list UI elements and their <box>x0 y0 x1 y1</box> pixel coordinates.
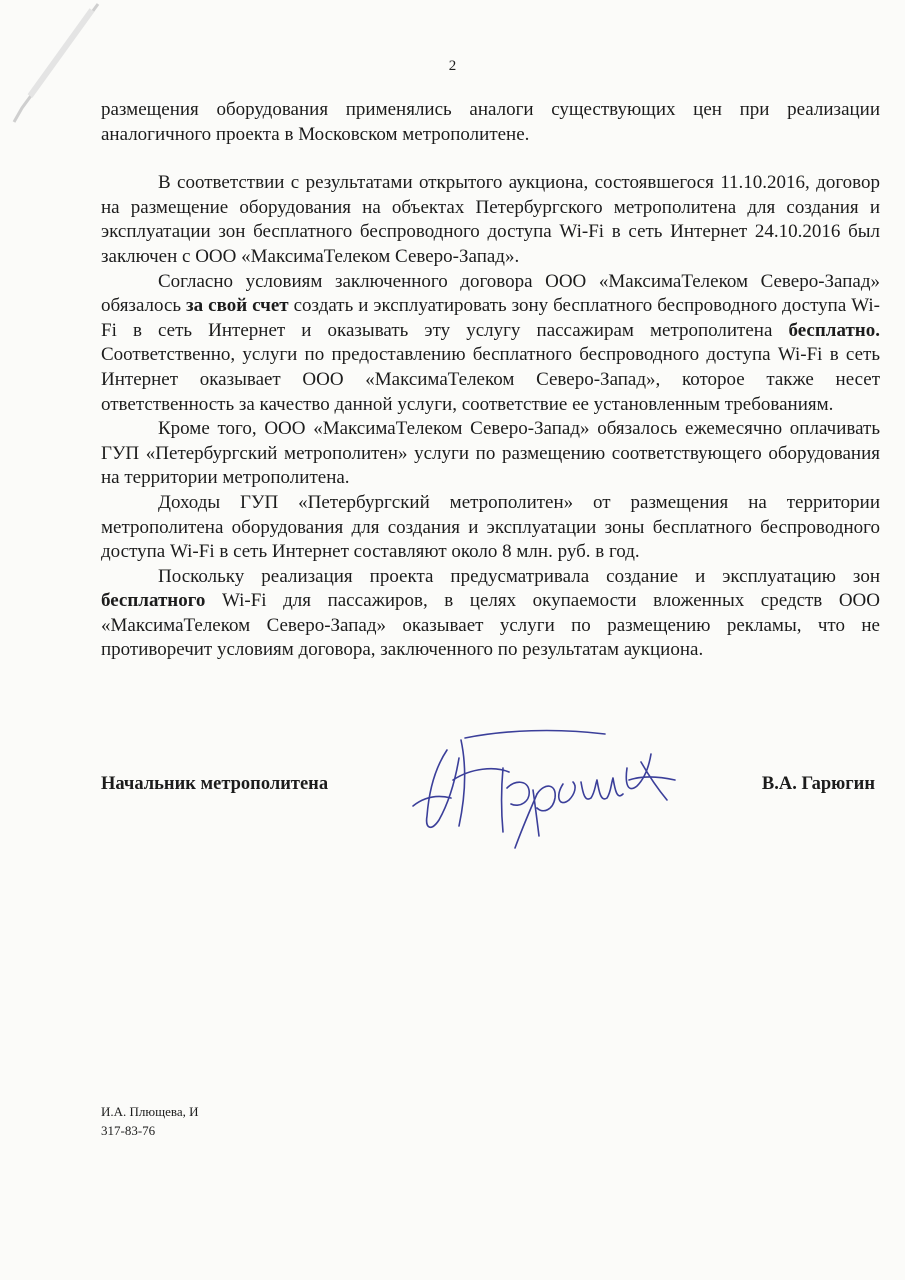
paragraph-text: размещения оборудования применялись аналоги существующих цен при реализации аналогичного проекта в Московском метрополитене. <box>101 99 880 145</box>
emphasis-text: за свой счет <box>186 295 289 317</box>
paragraph-text: Wi-Fi для пассажиров, в целях окупаемости вложенных средств ООО «МаксимаТелеком Северо-Запад» оказывает услуги по размещению рекламы, что не противоречит условиям договора, заключенного по результатам аукциона. <box>101 590 880 661</box>
paragraph <box>101 417 880 491</box>
executor-name: И.А. Плющева, И <box>101 1104 199 1119</box>
executor-phone: 317-83-76 <box>101 1123 156 1138</box>
paragraph <box>101 98 880 147</box>
paragraph <box>101 491 880 565</box>
handwritten-signature <box>405 728 695 878</box>
page-number: 2 <box>448 58 457 74</box>
paragraph <box>101 171 880 269</box>
signatory-name: В.А. Гарюгин <box>761 774 875 794</box>
paragraph <box>101 270 880 418</box>
paragraph-text: Кроме того, ООО «МаксимаТелеком Северо-Запад» обязалось ежемесячно оплачивать ГУП «Петербургский метрополитен» услуги по размещению соответствующего оборудования на территории метрополитена. <box>101 418 880 489</box>
paragraph-text: Соответственно, услуги по предоставлению бесплатного беспроводного доступа Wi-Fi в сеть Интернет оказывает ООО «МаксимаТелеком Северо-Запад», которое также несет ответственность за качество данной услуги, соответствие ее установленным требованиям. <box>101 344 880 415</box>
letter-body <box>101 98 880 663</box>
paragraph-text: В соответствии с результатами открытого аукциона, состоявшегося 11.10.2016, договор на размещение оборудования на объектах Петербургского метрополитена для создания и эксплуатации зон бесплатного беспроводного доступа Wi-Fi в сеть Интернет 24.10.2016 был заключен с ООО «МаксимаТелеком Северо-Запад». <box>101 172 880 267</box>
executor-block <box>101 1102 199 1140</box>
paragraph-text: Доходы ГУП «Петербургский метрополитен» от размещения на территории метрополитена оборудования для создания и эксплуатации зоны бесплатного беспроводного доступа Wi-Fi в сеть Интернет составляют около 8 млн. руб. в год. <box>101 491 880 563</box>
emphasis-text: бесплатного <box>101 590 206 612</box>
paragraph-text: создать и эксплуатировать зону бесплатного беспроводного доступа Wi-Fi в сеть Интернет и оказывать эту услугу пассажирам метрополитена <box>101 295 880 341</box>
signatory-title: Начальник метрополитена <box>101 774 329 794</box>
emphasis-text: бесплатно. <box>788 319 880 341</box>
paragraph <box>101 565 880 663</box>
paragraph-text: Согласно условиям заключенного договора ООО «МаксимаТелеком Северо-Запад» обязалось <box>101 270 880 317</box>
paragraph-text: Поскольку реализация проекта предусматривала создание и эксплуатацию зон <box>158 565 880 587</box>
